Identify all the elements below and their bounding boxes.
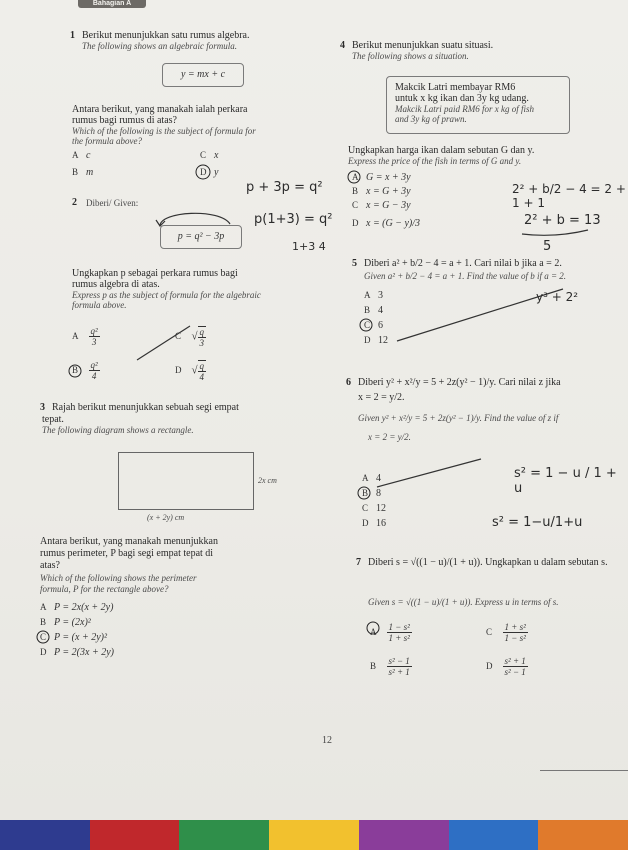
q2-arrow-annotation — [150, 206, 240, 230]
stripe — [269, 820, 359, 850]
q6-option-a[interactable]: A 4 — [362, 473, 381, 484]
q6-option-c[interactable]: C 12 — [362, 503, 386, 514]
q2-prompt-malay-2: rumus algebra di atas. — [72, 279, 160, 290]
q5-option-d[interactable]: D 12 — [364, 335, 388, 346]
handwriting-underline — [520, 228, 590, 238]
q4-box-malay-1: Makcik Latri membayar RM6 — [395, 82, 516, 93]
q3-prompt-english-1: Which of the following shows the perimeter — [40, 573, 197, 583]
q2-option-a[interactable]: A $\frac{\text{q²}}{3}$ — [72, 326, 98, 347]
q1-prompt-english-1: Which of the following is the subject of formula for — [72, 126, 256, 136]
q7-stem-malay: Diberi s = √((1 − u)/(1 + u)). Ungkapkan u dalam sebutan s. — [368, 557, 608, 568]
handwriting-q2-step1: p + 3p = q² — [246, 180, 323, 195]
stripe — [0, 820, 90, 850]
q1-number: 1 — [70, 30, 75, 41]
q4-stem-english: The following shows a situation. — [352, 51, 469, 61]
q6-option-b[interactable]: B 8 — [362, 488, 381, 499]
q2-prompt-english-1: Express p as the subject of formula for the algebraic — [72, 290, 261, 300]
q7-stem-english: Given s = √((1 − u)/(1 + u)). Express u in terms of s. — [368, 597, 559, 607]
q1-prompt-english-2: the formula above? — [72, 136, 142, 146]
q2-prompt-malay-1: Ungkapkan p sebagai perkara rumus bagi — [72, 268, 238, 279]
q1-option-c[interactable]: C x — [200, 150, 219, 161]
handwriting-q6-note: y³ + 2² — [536, 290, 579, 304]
q2-prompt-english-2: formula above. — [72, 300, 127, 310]
q5-option-c[interactable]: C 6 — [364, 320, 383, 331]
q6-stem-malay-2: x = 2 = y/2. — [358, 392, 405, 403]
q4-stem-malay: Berikut menunjukkan suatu situasi. — [352, 40, 494, 51]
q5-option-b[interactable]: B 4 — [364, 305, 383, 316]
q1-stem-english: The following shows an algebraic formula. — [82, 41, 238, 51]
q7-answer-circle — [366, 621, 380, 635]
q5-stem-malay: Diberi a² + b/2 − 4 = a + 1. Cari nilai b jika a = 2. — [364, 258, 562, 269]
rectangle-side-label: 2x cm — [258, 476, 277, 485]
q4-answer-circle — [347, 170, 361, 184]
q6-slash-mark — [375, 455, 485, 491]
handwriting-q5-step1: 2² + b/2 − 4 = 2 + 1 + 1 — [512, 182, 626, 210]
q4-option-d[interactable]: D x = (G − y)/3 — [352, 218, 421, 229]
handwriting-q2-step3: 1+3 4 — [292, 240, 326, 253]
q2-option-b[interactable]: B $\frac{\text{q²}}{4}$ — [72, 360, 98, 381]
q1-formula-box — [162, 63, 244, 87]
q3-answer-circle — [36, 630, 50, 644]
q5-number: 5 — [352, 258, 357, 269]
stripe — [449, 820, 539, 850]
q4-box-malay-2: untuk x kg ikan dan 3y kg udang. — [395, 93, 529, 104]
handwriting-q7-step1: s² = 1 − u / 1 + u — [514, 466, 617, 496]
q4-option-c[interactable]: C x = G − 3y — [352, 200, 411, 211]
q5-stem-english: Given a² + b/2 − 4 = a + 1. Find the value of b if a = 2. — [364, 271, 567, 281]
q1-stem-malay: Berikut menunjukkan satu rumus algebra. — [82, 30, 250, 41]
q6-number: 6 — [346, 377, 351, 388]
section-tab: Bahagian A — [78, 0, 146, 8]
q2-formula: p = q² − 3p — [177, 231, 225, 242]
q3-option-b[interactable]: B P = (2x)² — [40, 617, 91, 628]
q2-slash-mark — [135, 322, 195, 362]
q1-prompt-malay-2: rumus bagi rumus di atas? — [72, 115, 177, 126]
q3-stem-malay-2: tepat. — [42, 414, 64, 425]
q7-option-a[interactable]: A $\frac{\text{1 − s²}}{\text{1 + s²}}$ — [370, 622, 410, 643]
color-stripe-bar — [0, 820, 628, 850]
handwriting-q2-step2: p(1+3) = q² — [254, 212, 333, 227]
stripe — [90, 820, 180, 850]
q4-option-b[interactable]: B x = G + 3y — [352, 186, 411, 197]
q6-stem-malay: Diberi y² + x²/y = 5 + 2z(y² − 1)/y. Cari nilai z jika — [358, 377, 561, 388]
handwriting-q5-step2: 2² + b = 13 — [524, 213, 601, 228]
q3-stem-english: The following diagram shows a rectangle. — [42, 425, 194, 435]
q1-option-b[interactable]: B m — [72, 167, 94, 178]
q7-option-d[interactable]: D $\frac{\text{s² + 1}}{\text{s² − 1}}$ — [486, 656, 526, 677]
q6-stem-english-2: x = 2 = y/2. — [368, 432, 411, 442]
q4-box-english-1: Makcik Latri paid RM6 for x kg of fish — [395, 104, 534, 114]
q1-option-a[interactable]: A c — [72, 150, 91, 161]
q4-number: 4 — [340, 40, 345, 51]
stripe — [179, 820, 269, 850]
q6-answer-circle — [357, 486, 371, 500]
q4-box-english-2: and 3y kg of prawn. — [395, 114, 467, 124]
q2-given-label: Diberi/ Given: — [86, 198, 139, 208]
q7-option-c[interactable]: C $\frac{\text{1 + s²}}{\text{1 − s²}}$ — [486, 622, 526, 643]
q1-formula: y = mx + c — [180, 69, 226, 80]
handwriting-q5-answer: 5 — [543, 239, 552, 254]
rectangle-bottom-label: (x + 2y) cm — [147, 513, 185, 522]
q6-stem-english: Given y² + x²/y = 5 + 2z(y² − 1)/y. Find the value of z if — [358, 413, 559, 423]
stripe — [538, 820, 628, 850]
q4-prompt-malay: Ungkapkan harga ikan dalam sebutan G dan y. — [348, 145, 535, 156]
q3-prompt-malay-2: rumus perimeter, P bagi segi empat tepat di — [40, 548, 214, 559]
q4-situation-box — [386, 76, 570, 134]
q7-number: 7 — [356, 557, 361, 568]
q3-prompt-malay-3: atas? — [40, 560, 60, 571]
q2-number: 2 — [72, 197, 77, 208]
q1-option-d[interactable]: D y — [200, 167, 219, 178]
q2-answer-circle — [68, 364, 82, 378]
rectangle-diagram — [118, 452, 254, 510]
q3-prompt-english-2: formula, P for the rectangle above? — [40, 584, 169, 594]
q3-prompt-malay-1: Antara berikut, yang manakah menunjukkan — [40, 536, 218, 547]
page-number: 12 — [322, 735, 332, 746]
q4-prompt-english: Express the price of the fish in terms of G and y. — [348, 156, 522, 166]
q5-option-a[interactable]: A 3 — [364, 290, 383, 301]
q1-answer-circle — [195, 164, 211, 180]
stripe — [359, 820, 449, 850]
q2-option-d[interactable]: D √ $\frac{q}{4}$ — [175, 361, 205, 382]
q1-prompt-malay-1: Antara berikut, yang manakah ialah perkara — [72, 104, 248, 115]
q3-number: 3 — [40, 402, 45, 413]
q3-option-a[interactable]: A P = 2x(x + 2y) — [40, 602, 114, 613]
footer-rule — [540, 770, 628, 771]
q4-option-a[interactable]: A G = x + 3y — [352, 172, 411, 183]
q7-option-b[interactable]: B $\frac{\text{s² − 1}}{\text{s² + 1}}$ — [370, 656, 410, 677]
q6-option-d[interactable]: D 16 — [362, 518, 386, 529]
q5-answer-circle — [359, 318, 373, 332]
q3-stem-malay-1: Rajah berikut menunjukkan sebuah segi empat — [52, 402, 239, 413]
handwriting-q7-step2: s² = 1−u/1+u — [492, 515, 583, 530]
q3-option-c[interactable]: C P = (x + 2y)² — [40, 632, 107, 643]
q2-option-c[interactable]: C √ $\frac{q}{3}$ — [175, 327, 205, 348]
q3-option-d[interactable]: D P = 2(3x + 2y) — [40, 647, 114, 658]
